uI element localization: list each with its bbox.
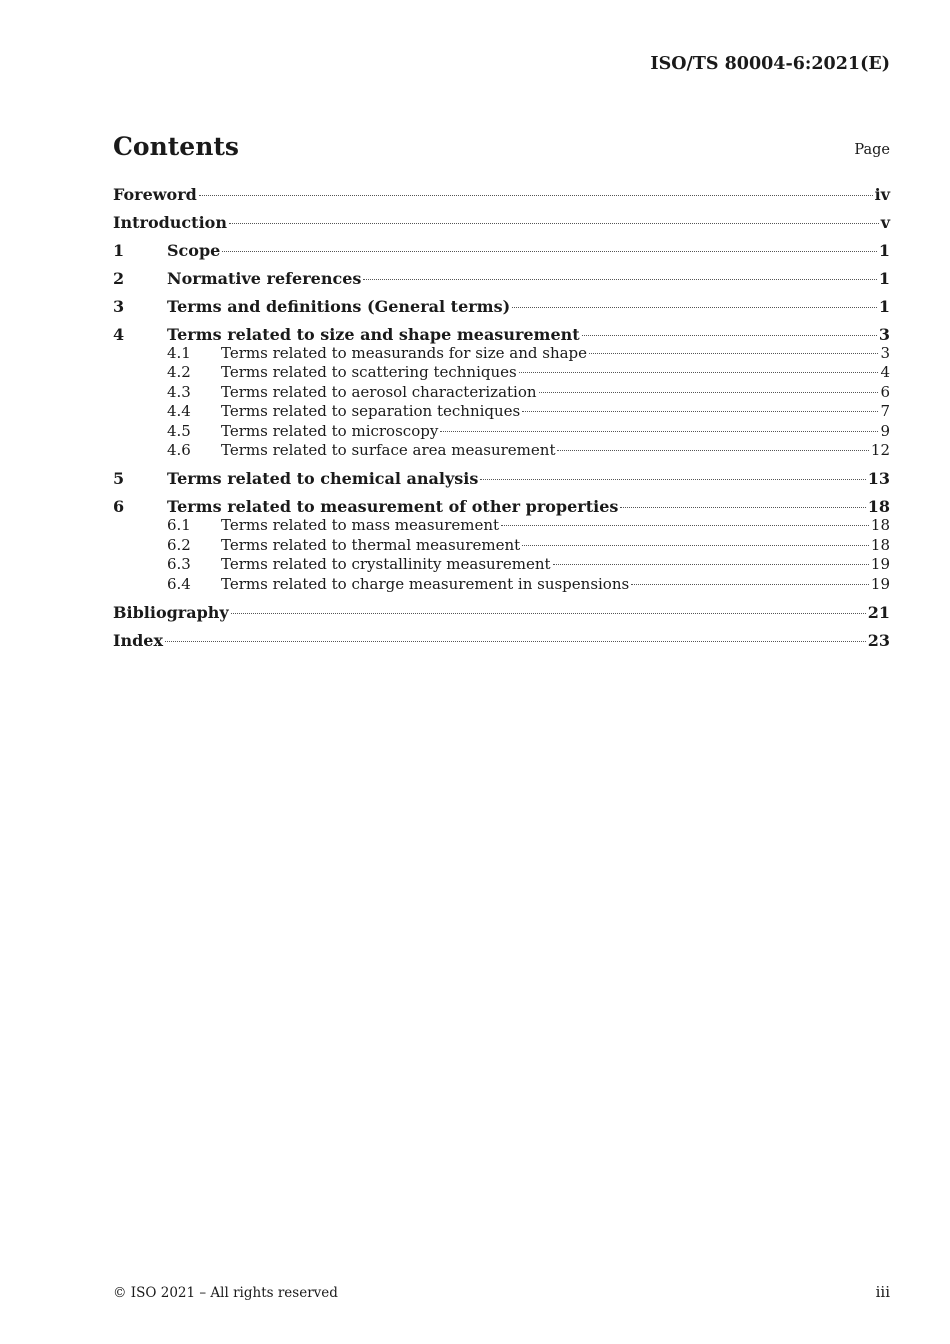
toc-entry-page: 12: [870, 441, 890, 460]
copyright-notice: © ISO 2021 – All rights reserved: [113, 1285, 338, 1301]
toc-subentry[interactable]: [113, 344, 890, 363]
toc-subentry-number: 6.1: [167, 516, 191, 535]
dot-leader: [620, 507, 865, 508]
dot-leader: [229, 223, 879, 224]
dot-leader: [501, 525, 869, 526]
toc-entry-page: 1: [878, 297, 890, 316]
dot-leader: [522, 545, 869, 546]
toc-entry-page: 7: [880, 402, 890, 421]
toc-entry-title: Foreword: [113, 185, 197, 204]
toc-entry-page: 19: [870, 574, 890, 593]
dot-leader: [165, 641, 866, 642]
toc-entry-title: Bibliography: [113, 603, 229, 623]
toc-entry-number: 4: [113, 325, 125, 344]
toc-entry-title: Terms related to size and shape measurement: [167, 325, 580, 344]
dot-leader: [199, 195, 873, 196]
toc-entry[interactable]: [113, 213, 890, 232]
dot-leader: [582, 335, 877, 336]
dot-leader: [512, 307, 877, 308]
toc-subentry-number: 4.6: [167, 441, 191, 460]
toc-entry-page: 18: [870, 516, 890, 535]
dot-leader: [363, 279, 876, 280]
toc-entry-title: Terms related to thermal measurement: [221, 535, 521, 554]
toc-subentry[interactable]: [113, 383, 890, 402]
dot-leader: [519, 372, 879, 373]
toc-subentry-number: 4.4: [167, 402, 191, 421]
dot-leader: [480, 479, 865, 480]
toc-subentry-number: 4.2: [167, 363, 191, 382]
page-number: iii: [875, 1283, 890, 1301]
dot-leader: [522, 411, 878, 412]
toc-entry-number: 1: [113, 241, 125, 260]
toc-entry-page: 19: [870, 555, 890, 574]
toc-subentry[interactable]: [113, 555, 890, 574]
page-column-label: Page: [854, 142, 890, 158]
toc-entry-title: Terms related to aerosol characterization: [221, 382, 537, 401]
toc-subentry[interactable]: [113, 422, 890, 441]
toc-subentry[interactable]: [113, 536, 890, 555]
toc-entry-title: Introduction: [113, 213, 227, 232]
toc-subentry[interactable]: [113, 441, 890, 460]
dot-leader: [553, 564, 869, 565]
toc-entry-page: 18: [870, 535, 890, 554]
toc-entry-number: 6: [113, 497, 125, 517]
toc-entry[interactable]: [113, 325, 890, 344]
toc-subentry-number: 4.3: [167, 382, 191, 401]
toc-entry-page: 23: [867, 631, 890, 651]
dot-leader: [231, 613, 866, 614]
toc-entry-page: 13: [867, 469, 890, 489]
toc-entry[interactable]: [113, 241, 890, 260]
toc-subentry[interactable]: [113, 575, 890, 594]
toc-entry-title: Terms related to chemical analysis: [167, 469, 479, 489]
dot-leader: [631, 584, 869, 585]
toc-subentry-number: 4.1: [167, 344, 191, 362]
toc-entry[interactable]: [113, 269, 890, 288]
toc-entry[interactable]: [113, 497, 890, 516]
toc-entry-page: 18: [867, 497, 890, 517]
toc-entry-title: Terms related to measurement of other properties: [167, 497, 619, 517]
toc-entry-title: Terms and definitions (General terms): [167, 297, 511, 316]
toc-entry-page: 1: [878, 269, 890, 288]
toc-entry-title: Terms related to microscopy: [221, 421, 439, 440]
toc-entry-title: Normative references: [167, 269, 362, 288]
toc-entry-page: iv: [874, 185, 890, 204]
toc-entry-page: 21: [867, 603, 890, 623]
toc-subentry[interactable]: [113, 402, 890, 421]
toc-subentry[interactable]: [113, 516, 890, 535]
dot-leader: [589, 353, 878, 354]
toc-subentry-number: 6.3: [167, 555, 191, 574]
toc-entry-title: Terms related to measurands for size and shape: [221, 344, 588, 362]
toc-entry-page: 3: [880, 344, 890, 362]
dot-leader: [539, 392, 879, 393]
toc-entry-title: Index: [113, 631, 164, 651]
dot-leader: [440, 431, 878, 432]
dot-leader: [222, 251, 877, 252]
toc-entry-page: v: [880, 213, 890, 232]
toc-entry[interactable]: [113, 631, 890, 650]
toc-entry-title: Terms related to mass measurement: [221, 516, 500, 535]
toc-entry-title: Terms related to crystallinity measurement: [221, 555, 551, 574]
document-id: ISO/TS 80004-6:2021(E): [650, 54, 890, 74]
table-of-contents: [113, 185, 890, 650]
toc-entry[interactable]: [113, 603, 890, 622]
page-title: Contents: [113, 132, 240, 161]
toc-entry-title: Scope: [167, 241, 221, 260]
toc-entry-title: Terms related to surface area measurement: [221, 441, 556, 460]
toc-entry-page: 6: [880, 382, 890, 401]
toc-entry-page: 3: [878, 325, 890, 344]
toc-entry[interactable]: [113, 297, 890, 316]
toc-entry-page: 4: [880, 363, 890, 382]
toc-entry-title: Terms related to separation techniques: [221, 402, 521, 421]
toc-entry-title: Terms related to scattering techniques: [221, 363, 517, 382]
toc-entry[interactable]: [113, 185, 890, 204]
dot-leader: [557, 450, 868, 451]
toc-subentry-number: 6.4: [167, 574, 191, 593]
toc-entry-number: 3: [113, 297, 125, 316]
toc-entry[interactable]: [113, 469, 890, 488]
toc-entry-page: 9: [880, 421, 890, 440]
toc-entry-page: 1: [878, 241, 890, 260]
toc-entry-number: 5: [113, 469, 125, 489]
toc-entry-title: Terms related to charge measurement in suspensions: [221, 574, 630, 593]
toc-entry-number: 2: [113, 269, 125, 288]
toc-subentry[interactable]: [113, 363, 890, 382]
toc-subentry-number: 6.2: [167, 535, 191, 554]
toc-subentry-number: 4.5: [167, 421, 191, 440]
